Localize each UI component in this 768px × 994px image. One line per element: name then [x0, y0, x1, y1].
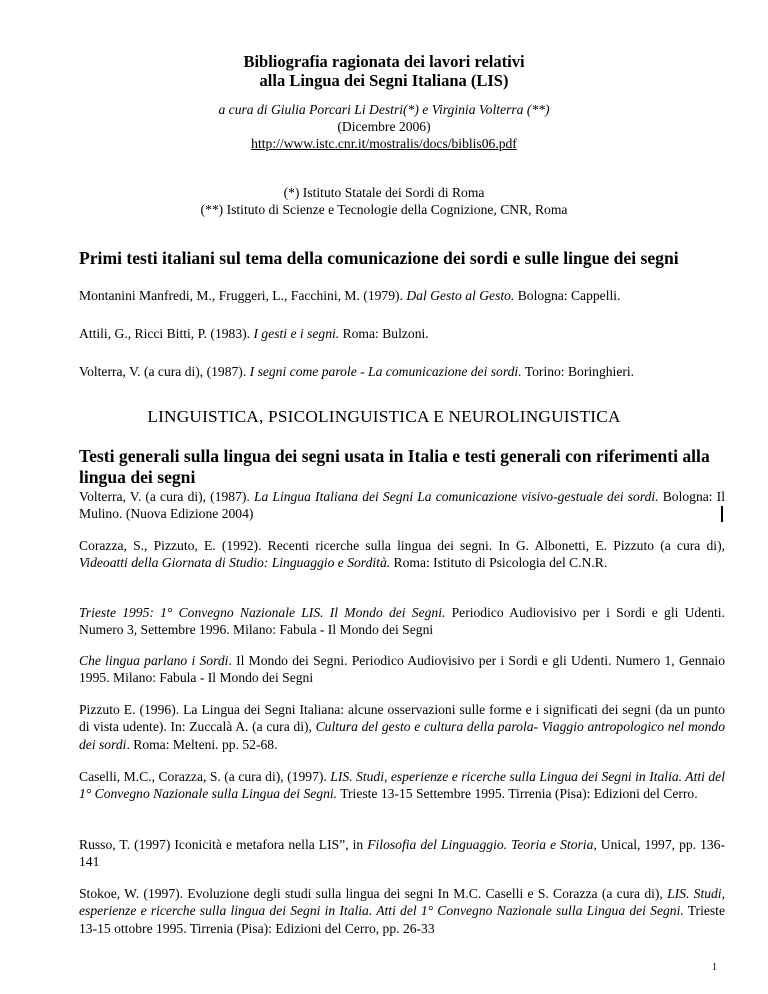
source-url-link[interactable]: http://www.istc.cnr.it/mostralis/docs/biblis06.pdf: [251, 136, 517, 151]
url-line: [0, 136, 768, 152]
bibliography-entry: Trieste 1995: 1° Convegno Nazionale LIS. Il Mondo dei Segni. Periodico Audiovisivo per i Sordi e gli Udenti. Numero 3, Settembre 1996. Milano: Fabula - Il Mondo dei Segni: [79, 605, 725, 638]
bibliography-entry: Corazza, S., Pizzuto, E. (1992). Recenti ricerche sulla lingua dei segni. In G. Albonetti, E. Pizzuto (a cura di), Videoatti della Giornata di Studio: Linguaggio e Sordità. Roma: Istituto di Psicologia del C.N.R.: [79, 538, 725, 571]
date-line: (Dicembre 2006): [337, 119, 431, 134]
bibliography-entry: Montanini Manfredi, M., Fruggeri, L., Facchini, M. (1979). Dal Gesto al Gesto. Bologna: Cappelli.: [79, 288, 621, 303]
bibliography-entry: Caselli, M.C., Corazza, S. (a cura di), (1997). LIS. Studi, esperienze e ricerche sulla Lingua dei Segni in Italia. Atti del 1° Convegno Nazionale sulla Lingua dei Segni. Trieste 13-15 Settembre 1995. Tirrenia (Pisa): Edizioni del Cerro.: [79, 769, 725, 802]
section-2-subheading: Testi generali sulla lingua dei segni usata in Italia e testi generali con riferimenti alla lingua dei segni: [79, 446, 710, 487]
affiliation-2: (**) Istituto di Scienze e Tecnologie della Cognizione, CNR, Roma: [200, 202, 568, 217]
bibliography-entry: Attili, G., Ricci Bitti, P. (1983). I gesti e i segni. Roma: Bulzoni.: [79, 326, 429, 341]
bibliography-entry: Che lingua parlano i Sordi. Il Mondo dei Segni. Periodico Audiovisivo per i Sordi e gli Udenti. Numero 1, Gennaio 1995. Milano: Fabula - Il Mondo dei Segni: [79, 653, 725, 686]
section-2-heading: LINGUISTICA, PSICOLINGUISTICA E NEUROLINGUISTICA: [147, 407, 621, 426]
bibliography-entry: Stokoe, W. (1997). Evoluzione degli studi sulla lingua dei segni In M.C. Caselli e S. Corazza (a cura di), LIS. Studi, esperienze e ricerche sulla lingua dei Segni in Italia. Atti del 1° Convegno Nazionale sulla Lingua dei Segni. Trieste 13-15 ottobre 1995. Tirrenia (Pisa): Edizioni del Cerro, pp. 26-33: [79, 886, 725, 936]
bibliography-entry: Russo, T. (1997) Iconicità e metafora nella LIS”, in Filosofia del Linguaggio. Teoria e Storia, Unical, 1997, pp. 136-141: [79, 837, 725, 870]
bibliography-entry: Volterra, V. (a cura di), (1987). I segni come parole - La comunicazione dei sordi. Torino: Boringhieri.: [79, 364, 635, 379]
editors-line: a cura di Giulia Porcari Li Destri(*) e Virginia Volterra (**): [218, 102, 550, 117]
page-number: 1: [712, 962, 717, 973]
affiliation-1: (*) Istituto Statale dei Sordi di Roma: [283, 185, 485, 200]
section-1-heading: Primi testi italiani sul tema della comunicazione dei sordi e sulle lingue dei segni: [79, 248, 679, 268]
bibliography-entry: Volterra, V. (a cura di), (1987). La Lingua Italiana dei Segni La comunicazione visivo-gestuale dei sordi. Bologna: Il Mulino. (Nuova Edizione 2004): [79, 489, 725, 522]
document-title-line-1: Bibliografia ragionata dei lavori relativi: [243, 52, 525, 71]
change-bar-marker: [721, 506, 723, 522]
document-title-line-2: alla Lingua dei Segni Italiana (LIS): [259, 71, 509, 90]
bibliography-entry: Pizzuto E. (1996). La Lingua dei Segni Italiana: alcune osservazioni sulle forme e i significati dei segni (da un punto di vista udente). In: Zuccalà A. (a cura di), Cultura del gesto e cultura della parola- Viaggio antropologico nel mondo dei sordi. Roma: Melteni. pp. 52-68.: [79, 702, 725, 752]
